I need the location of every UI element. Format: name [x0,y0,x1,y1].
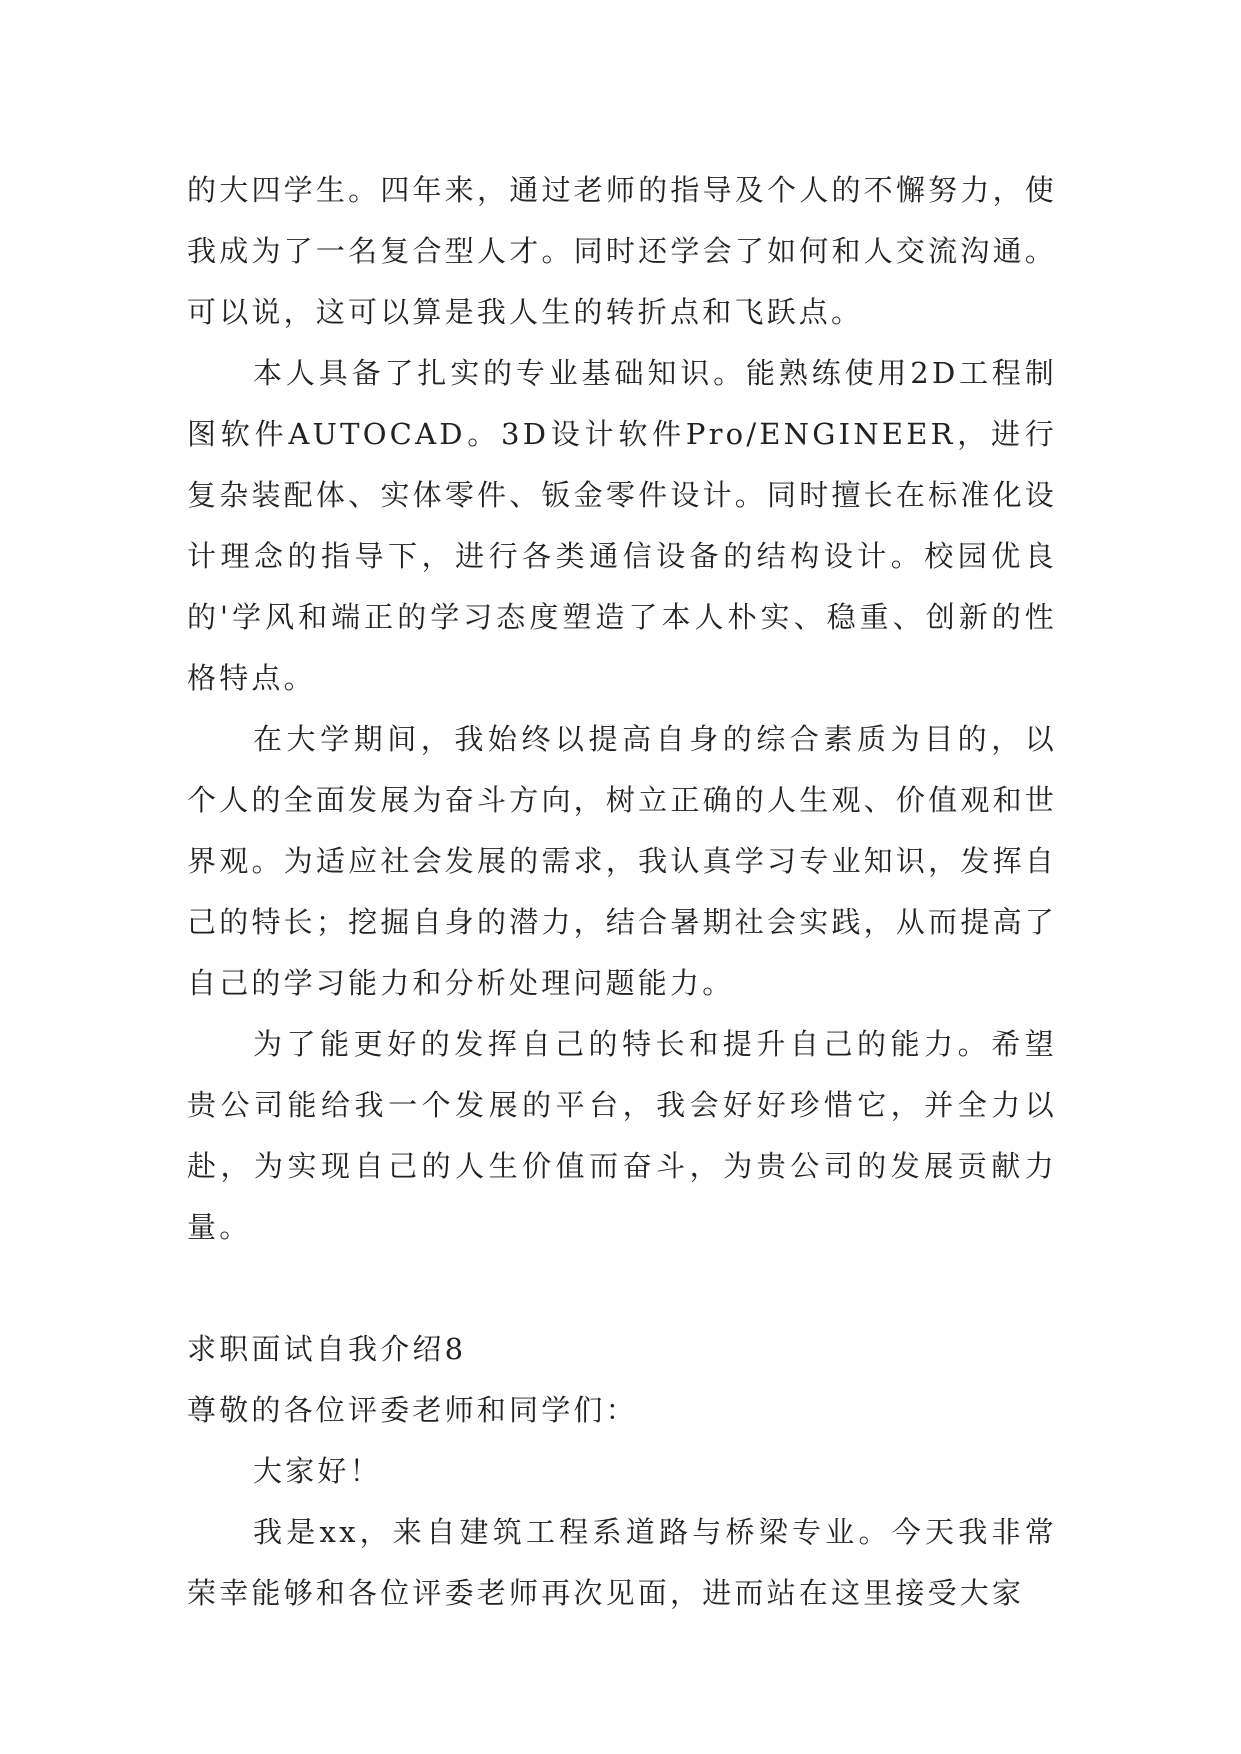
section-gap [187,1258,1057,1319]
paragraph-skills: 本人具备了扎实的专业基础知识。能熟练使用2D工程制图软件AUTOCAD。3D设计软件Pro/ENGINEER，进行复杂装配体、实体零件、钣金零件设计。同时擅长在标准化设计理念的指导下，进行各类通信设备的结构设计。校园优良的'学风和端正的学习态度塑造了本人朴实、稳重、创新的性格特点。 [187,356,1057,695]
salutation: 尊敬的各位评委老师和同学们： [187,1393,638,1427]
section-title: 求职面试自我介绍8 [187,1332,467,1366]
greeting: 大家好！ [253,1454,382,1488]
paragraph-continuation: 的大四学生。四年来，通过老师的指导及个人的不懈努力，使我成为了一名复合型人才。同时还学会了如何和人交流沟通。可以说，这可以算是我人生的转折点和飞跃点。 [187,173,1057,329]
paragraph-closing: 为了能更好的发挥自己的特长和提升自己的能力。希望贵公司能给我一个发展的平台，我会好好珍惜它，并全力以赴，为实现自己的人生价值而奋斗，为贵公司的发展贡献力量。 [187,1027,1057,1244]
paragraph-introduction: 我是xx，来自建筑工程系道路与桥梁专业。今天我非常荣幸能够和各位评委老师再次见面，进而站在这里接受大家 [187,1515,1057,1610]
paragraph-university: 在大学期间，我始终以提高自身的综合素质为目的，以个人的全面发展为奋斗方向，树立正确的人生观、价值观和世界观。为适应社会发展的需求，我认真学习专业知识，发挥自己的特长；挖掘自身的潜力，结合暑期社会实践，从而提高了自己的学习能力和分析处理问题能力。 [187,722,1057,1000]
document-body [187,160,1057,1624]
